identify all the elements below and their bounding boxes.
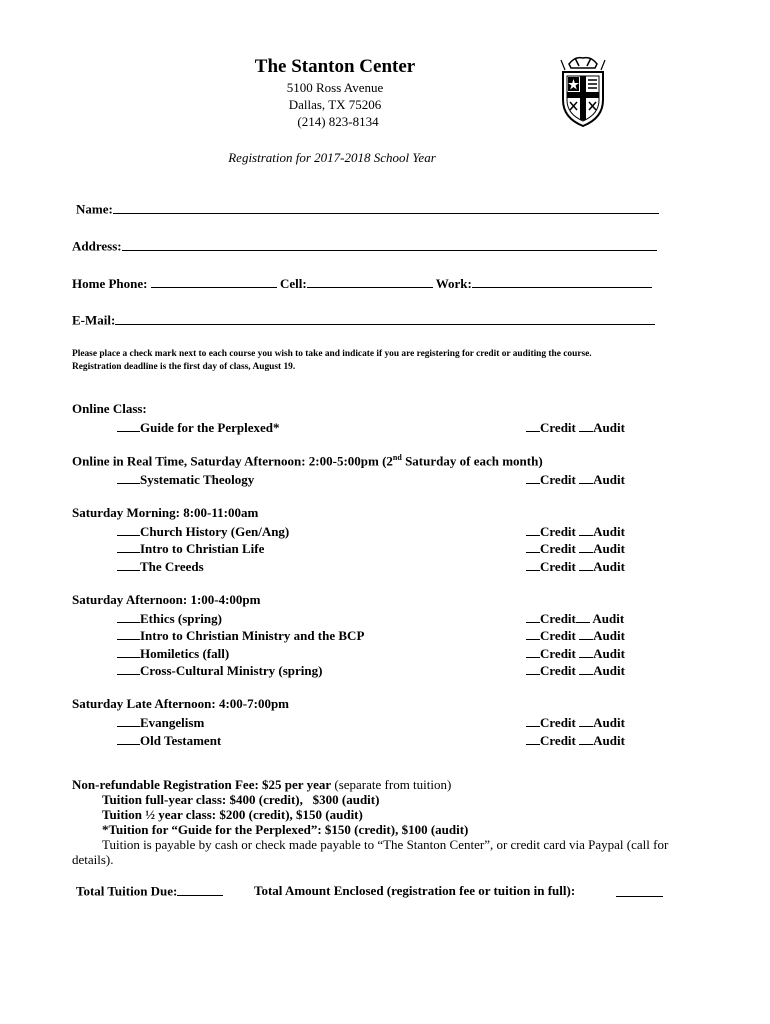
course-row (117, 732, 627, 749)
name-label: Name: (76, 201, 113, 217)
course-row (117, 419, 627, 436)
course-name: Evangelism (140, 715, 205, 730)
course-row (117, 627, 627, 644)
course-row (117, 610, 627, 627)
audit-option[interactable] (579, 733, 625, 748)
section-heading-saturday-afternoon: Saturday Afternoon: 1:00-4:00pm (72, 592, 261, 607)
credit-label: Credit (540, 541, 576, 556)
work-field[interactable] (436, 276, 652, 291)
course-row (117, 645, 627, 662)
audit-option[interactable] (579, 541, 625, 556)
credit-option[interactable] (526, 628, 576, 643)
credit-option[interactable] (526, 541, 576, 556)
course-name: Guide for the Perplexed* (140, 420, 280, 435)
course-row (117, 523, 627, 540)
credit-label: Credit (540, 646, 576, 661)
tuition-full-year: Tuition full-year class: $400 (credit), $300 (audit) (102, 792, 380, 807)
payment-note-line-1: Tuition is payable by cash or check made payable to “The Stanton Center”, or credit card via Paypal (call for (102, 837, 669, 852)
course-name: Old Testament (140, 733, 222, 748)
course-name: Intro to Christian Ministry and the BCP (140, 628, 365, 643)
audit-label: Audit (593, 524, 625, 539)
course-row (117, 662, 627, 679)
course-checkbox[interactable] (117, 732, 221, 749)
page-title: The Stanton Center (254, 56, 416, 77)
course-checkbox[interactable] (117, 540, 264, 557)
course-row (117, 540, 627, 557)
name-field[interactable] (76, 201, 659, 218)
total-amount-enclosed-label: Total Amount Enclosed (registration fee or tuition in full): (254, 883, 576, 898)
course-checkbox[interactable] (117, 714, 204, 731)
course-name: Church History (Gen/Ang) (140, 524, 290, 539)
payment-note-line-2: details). (72, 852, 114, 867)
instructions-line-1: Please place a check mark next to each course you wish to take and indicate if you are registering for credit or auditing the course. (72, 349, 592, 359)
course-row (117, 471, 627, 488)
credit-label: Credit (540, 611, 576, 626)
audit-label: Audit (593, 663, 625, 678)
total-tuition-due-field[interactable] (76, 883, 223, 900)
total-tuition-due-label: Total Tuition Due: (76, 883, 178, 899)
credit-option[interactable] (526, 663, 576, 678)
email-label: E-Mail: (72, 312, 116, 328)
audit-label: Audit (593, 541, 625, 556)
course-checkbox[interactable] (117, 645, 229, 662)
tuition-half-year: Tuition ½ year class: $200 (credit), $150 (audit) (102, 807, 363, 822)
audit-option[interactable] (579, 420, 625, 435)
credit-option[interactable] (526, 646, 576, 661)
credit-label: Credit (540, 420, 576, 435)
course-checkbox[interactable] (117, 662, 322, 679)
course-checkbox[interactable] (117, 610, 222, 627)
course-checkbox[interactable] (117, 523, 289, 540)
address-field[interactable] (72, 238, 657, 255)
credit-option[interactable] (526, 559, 576, 574)
work-label: Work: (435, 275, 472, 291)
registration-fee-note: (separate from tuition) (331, 777, 452, 792)
cell-label: Cell: (279, 275, 307, 291)
course-checkbox[interactable] (117, 471, 254, 488)
registration-fee: Non-refundable Registration Fee: $25 per year (72, 777, 332, 792)
section-heading-saturday-morning: Saturday Morning: 8:00-11:00am (72, 505, 259, 520)
credit-option[interactable] (526, 715, 576, 730)
audit-option[interactable] (579, 663, 625, 678)
audit-label: Audit (593, 628, 625, 643)
home-phone-label: Home Phone: (72, 275, 148, 291)
audit-label: Audit (593, 646, 625, 661)
registration-fee-line (72, 777, 451, 793)
credit-option[interactable] (526, 733, 576, 748)
address-line: 5100 Ross Avenue (286, 80, 384, 95)
phone-line: (214) 823-8134 (297, 114, 379, 129)
audit-label: Audit (593, 420, 625, 435)
tuition-guide: *Tuition for “Guide for the Perplexed”: $150 (credit), $100 (audit) (102, 822, 469, 837)
audit-label: Audit (593, 733, 625, 748)
credit-option[interactable] (526, 472, 576, 487)
home-phone-field[interactable] (72, 276, 277, 291)
audit-option[interactable] (579, 646, 625, 661)
credit-label: Credit (540, 628, 576, 643)
cell-field[interactable] (280, 276, 433, 291)
credit-option[interactable] (526, 420, 576, 435)
audit-option[interactable] (579, 559, 625, 574)
city-line: Dallas, TX 75206 (288, 97, 382, 112)
course-name: Cross-Cultural Ministry (spring) (140, 663, 323, 678)
course-name: Intro to Christian Life (140, 541, 265, 556)
audit-label: Audit (592, 611, 625, 626)
audit-option[interactable] (579, 524, 625, 539)
section-heading-saturday-late-afternoon: Saturday Late Afternoon: 4:00-7:00pm (72, 696, 290, 711)
course-name: Homiletics (fall) (140, 646, 230, 661)
section-heading-online-class: Online Class: (72, 401, 147, 416)
audit-option[interactable] (576, 611, 624, 626)
course-name: The Creeds (140, 559, 204, 574)
audit-label: Audit (593, 559, 625, 574)
credit-label: Credit (540, 559, 576, 574)
course-row (117, 714, 627, 731)
credit-label: Credit (540, 472, 576, 487)
audit-option[interactable] (579, 715, 625, 730)
audit-option[interactable] (579, 628, 625, 643)
course-checkbox[interactable] (117, 627, 364, 644)
course-checkbox[interactable] (117, 558, 204, 575)
course-name: Ethics (spring) (140, 611, 222, 626)
credit-label: Credit (540, 663, 576, 678)
course-name: Systematic Theology (140, 472, 255, 487)
credit-label: Credit (540, 524, 576, 539)
course-row (117, 558, 627, 575)
audit-option[interactable] (579, 472, 625, 487)
credit-option[interactable] (526, 524, 576, 539)
course-checkbox[interactable] (117, 419, 280, 436)
email-field[interactable] (72, 312, 655, 329)
address-label: Address: (72, 238, 122, 254)
credit-label: Credit (540, 733, 576, 748)
audit-label: Audit (593, 715, 625, 730)
section-heading-online-real-time: Online in Real Time, Saturday Afternoon: 2:00-5:00pm (2nd Saturday of each month) (72, 453, 543, 469)
total-amount-enclosed-field[interactable] (616, 883, 663, 897)
crest-logo (555, 54, 611, 130)
audit-label: Audit (593, 472, 625, 487)
registration-subtitle: Registration for 2017-2018 School Year (228, 150, 436, 165)
instructions-line-2: Registration deadline is the first day of class, August 19. (72, 362, 296, 372)
credit-option[interactable] (526, 611, 576, 626)
credit-label: Credit (540, 715, 576, 730)
phone-fields-row (72, 275, 652, 292)
